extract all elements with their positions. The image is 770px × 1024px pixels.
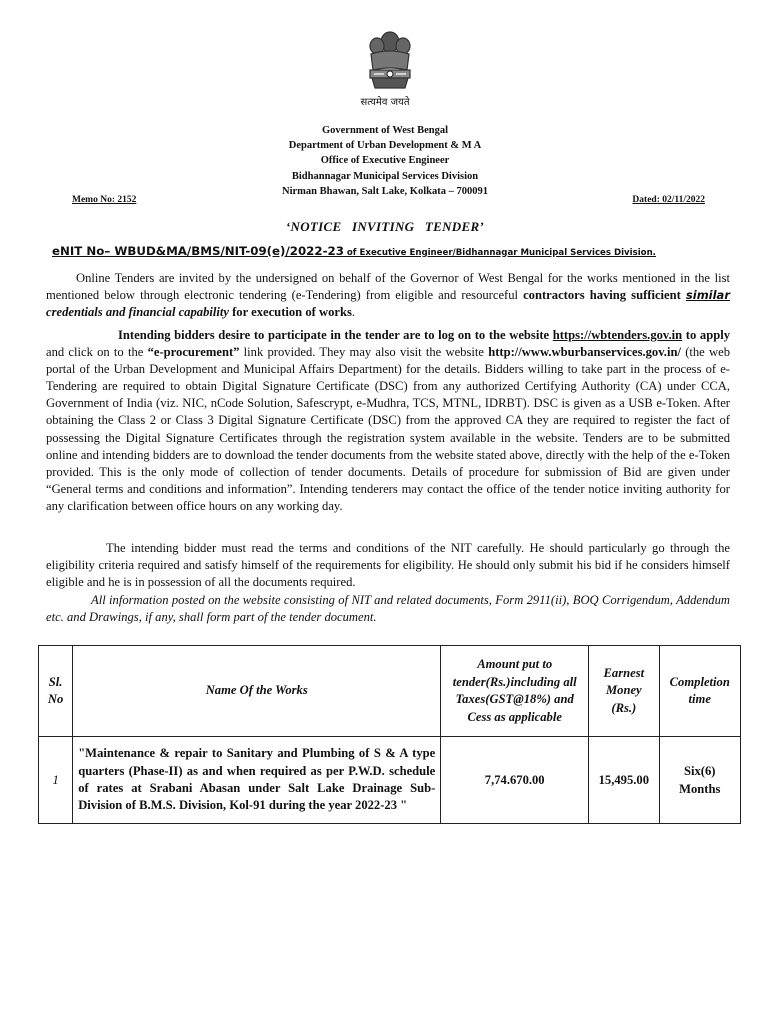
works-table	[38, 645, 741, 824]
notice-title: ‘NOTICE INVITING TENDER’	[285, 219, 485, 234]
para1-credentials: credentials and financial capability	[46, 305, 229, 320]
row-earnest-money: 15,495.00	[589, 737, 659, 824]
paragraph-intending-bidders	[46, 327, 730, 515]
paragraph-online-tenders	[46, 270, 730, 321]
wbtenders-link[interactable]: https://wbtenders.gov.in	[552, 328, 683, 342]
memo-row	[72, 195, 705, 205]
para2-text-3: (the web portal of the Urban Development and Municipal Affairs Department) for the details. Bidders willing to take part in the process of e-Tendering are required to obtain Digital Signature Certificate (DSC) from any authorized Certifying Authority (CA) under CCA, Government of India (viz. NIC, nCode Solution, Safescrypt, e-Mudhra, TCS, MTNL, IDRBT). DSC is given as a USB e-Token. After obtaining the Class 2 or Class 3 Digital Signature Certificate (DSC) from the approved CA they are required to register the fact of possessing the Digital Signature Certificates through the registration system available in the website. Tenders are to be submitted online and intending bidders are to download the tender documents from the website stated above, directly with the help of the e-Token provided. This is the only mode of collection of tender documents. Details of procedure for submission of Bid are given under “General terms and conditions and information”. Intending tenderers may contact the office of the tender notice inviting authority for any clarification between office hours on any working day.	[46, 345, 730, 513]
emblem-motto: सत्यमेव जयते	[360, 97, 410, 108]
para2-text-2: link provided. They may also visit the website	[239, 345, 489, 360]
header-address: Nirman Bhawan, Salt Lake, Kolkata – 700091	[282, 185, 488, 197]
row-sl-no: 1	[39, 737, 73, 824]
office-header	[0, 123, 770, 199]
header-department: Department of Urban Development & M A	[288, 140, 482, 152]
memo-date: Dated: 02/11/2022	[632, 195, 705, 205]
header-earnest-money: Earnest Money (Rs.)	[589, 646, 659, 737]
row-work-name: "Maintenance & repair to Sanitary and Plumbing of S & A type quarters (Phase-II) as and when required as per P.W.D. schedule of rates at Srabani Abasan under Salt Lake Drainage Sub-Division of B.M.S. Division, Kol-91 during the year 2022-23 "	[73, 737, 441, 824]
works-table-header	[39, 646, 741, 737]
state-emblem-icon	[355, 26, 425, 96]
table-row	[39, 737, 741, 824]
header-division: Bidhannagar Municipal Services Division	[291, 170, 479, 182]
wburbanservices-link[interactable]: http://www.wburbanservices.gov.in/	[488, 345, 681, 360]
header-office: Office of Executive Engineer	[320, 155, 450, 167]
enit-suffix: of Executive Engineer/Bidhannagar Municipal Services Division.	[343, 248, 656, 258]
para2-e-procurement: “e-procurement”	[147, 345, 240, 360]
header-name-of-works: Name Of the Works	[73, 646, 441, 737]
para2-bold-intro: Intending bidders desire to participate in the tender are to log on to the website	[118, 328, 553, 342]
paragraph-terms: The intending bidder must read the terms and conditions of the NIT carefully. He should particularly go through the eligibility criteria required and satisfy himself of the requirements for eligibility. He should only submit his bid if he considers himself eligible and he is in possession of all the documents required.	[46, 541, 730, 590]
para1-bold-execution: for execution of works	[228, 305, 352, 320]
para2-text-1: and click on to the	[46, 345, 148, 360]
para1-end: .	[351, 305, 356, 320]
paragraph-information: All information posted on the website consisting of NIT and related documents, Form 2911(ii), BOQ Corrigendum, Addendum etc. and Drawings, if any, shall form part of the tender document.	[46, 593, 730, 625]
header-government: Government of West Bengal	[321, 125, 449, 136]
para1-bold-contractors: contractors having sufficient	[523, 288, 686, 303]
enit-line	[52, 240, 656, 259]
para2-bold-apply: to apply	[682, 328, 730, 342]
enit-number: eNIT No– WBUD&MA/BMS/NIT-09(e)/2022-23	[52, 244, 344, 258]
para1-text: Online Tenders are invited by the undersigned on behalf of the Governor of West Bengal for the works mentioned in the list mentioned below through electronic tendering (e-Tendering) from eligible and resourceful	[46, 271, 730, 303]
row-amount: 7,74.670.00	[441, 737, 589, 824]
row-completion-time: Six(6) Months	[659, 737, 741, 824]
header-completion-time: Completion time	[659, 646, 741, 737]
memo-number: Memo No: 2152	[72, 195, 137, 205]
para1-similar: similar	[685, 288, 730, 303]
header-sl-no: Sl. No	[39, 646, 73, 737]
header-amount: Amount put to tender(Rs.)including all Taxes(GST@18%) and Cess as applicable	[441, 646, 589, 737]
